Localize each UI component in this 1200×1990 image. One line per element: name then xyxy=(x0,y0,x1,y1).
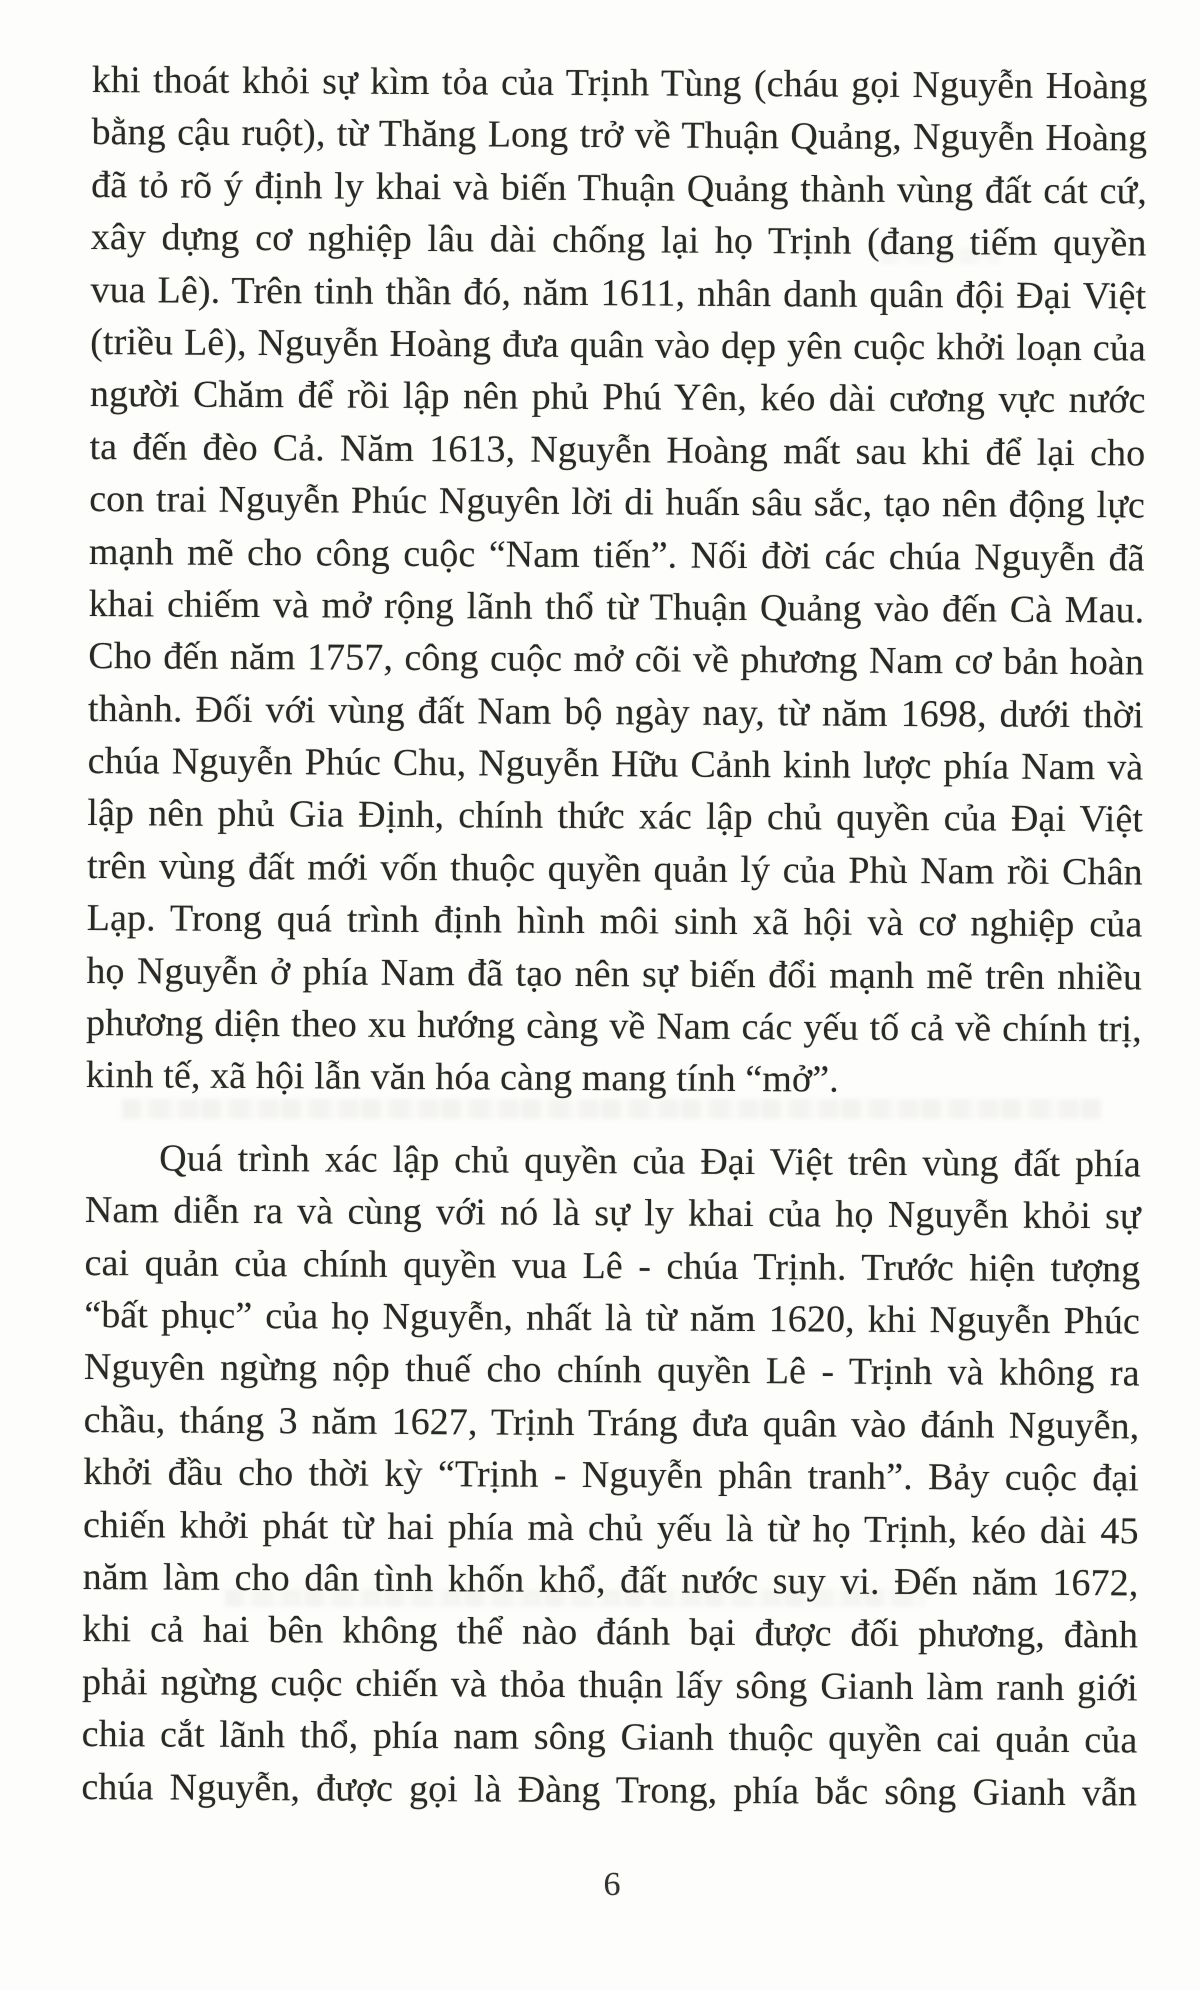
text-line: Cho đến năm 1757, công cuộc mở cõi về phương Nam cơ bản hoàn xyxy=(88,635,1145,684)
text-line: con trai Nguyễn Phúc Nguyên lời di huấn sâu sắc, tạo nên động lực xyxy=(89,478,1146,527)
text-line: kinh tế, xã hội lẫn văn hóa càng mang tính “mở”. xyxy=(85,1054,839,1102)
text-line: họ Nguyễn ở phía Nam đã tạo nên sự biến đổi mạnh mẽ trên nhiều xyxy=(86,949,1143,999)
text-line: người Chăm để rồi lập nên phủ Phú Yên, kéo dài cương vực nước xyxy=(89,373,1146,422)
text-line: Quá trình xác lập chủ quyền của Đại Việt trên vùng đất phía xyxy=(159,1137,1142,1186)
text-line: khi cả hai bên không thể nào đánh bại được đối phương, đành xyxy=(82,1608,1139,1657)
text-line: phải ngừng cuộc chiến và thỏa thuận lấy sông Gianh làm ranh giới xyxy=(81,1660,1138,1710)
text-line: Nguyên ngừng nộp thuế cho chính quyền Lê - Trịnh và không ra xyxy=(83,1346,1140,1395)
text-line: chầu, tháng 3 năm 1627, Trịnh Tráng đưa quân vào đánh Nguyễn, xyxy=(83,1398,1140,1448)
text-line: xây dựng cơ nghiệp lâu dài chống lại họ Trịnh (đang tiếm quyền xyxy=(90,216,1147,265)
text-line: bằng cậu ruột), từ Thăng Long trở về Thuận Quảng, Nguyễn Hoàng xyxy=(91,111,1148,160)
text-line: chúa Nguyễn Phúc Chu, Nguyễn Hữu Cảnh kinh lược phía Nam và xyxy=(87,740,1144,789)
text-line: chia cắt lãnh thổ, phía nam sông Gianh thuộc quyền cai quản của xyxy=(81,1713,1138,1762)
text-line: thành. Đối với vùng đất Nam bộ ngày nay, từ năm 1698, dưới thời xyxy=(87,687,1144,737)
text-line: khai chiếm và mở rộng lãnh thổ từ Thuận Quảng vào đến Cà Mau. xyxy=(88,582,1145,632)
text-line: khi thoát khỏi sự kìm tỏa của Trịnh Tùng (cháu gọi Nguyễn Hoàng xyxy=(91,58,1148,108)
text-line: phương diện theo xu hướng càng về Nam các yếu tố cả về chính trị, xyxy=(85,1002,1142,1051)
page-number: 6 xyxy=(603,1866,621,1903)
text-line: Lạp. Trong quá trình định hình môi sinh xã hội và cơ nghiệp của xyxy=(86,897,1143,946)
text-line: lập nên phủ Gia Định, chính thức xác lập chủ quyền của Đại Việt xyxy=(87,792,1144,841)
text-line: chúa Nguyễn, được gọi là Đàng Trong, phía bắc sông Gianh vẫn xyxy=(81,1765,1138,1814)
text-line: “bất phục” của họ Nguyễn, nhất là từ năm 1620, khi Nguyễn Phúc xyxy=(84,1293,1141,1343)
text-line: vua Lê). Trên tinh thần đó, năm 1611, nhân danh quân đội Đại Việt xyxy=(90,268,1147,318)
paragraph-2 xyxy=(81,1132,1141,1820)
text-line: năm làm cho dân tình khốn khổ, đất nước suy vi. Đến năm 1672, xyxy=(82,1555,1139,1605)
text-line: trên vùng đất mới vốn thuộc quyền quản lý của Phù Nam rồi Chân xyxy=(86,844,1143,894)
body-text xyxy=(81,54,1148,1819)
text-line: cai quản của chính quyền vua Lê - chúa Trịnh. Trước hiện tượng xyxy=(84,1241,1141,1291)
paragraph-1 xyxy=(86,54,1148,1108)
text-line: đã tỏ rõ ý định ly khai và biến Thuận Quảng thành vùng đất cát cứ, xyxy=(91,163,1148,213)
text-line: (triều Lê), Nguyễn Hoàng đưa quân vào dẹp yên cuộc khởi loạn của xyxy=(90,320,1147,370)
text-line: khởi đầu cho thời kỳ “Trịnh - Nguyễn phân tranh”. Bảy cuộc đại xyxy=(83,1451,1140,1500)
text-line: Nam diễn ra và cùng với nó là sự ly khai của họ Nguyễn khỏi sự xyxy=(84,1189,1141,1238)
text-line: ta đến đèo Cả. Năm 1613, Nguyễn Hoàng mất sau khi để lại cho xyxy=(89,425,1146,475)
text-line: chiến khởi phát từ hai phía mà chủ yếu là từ họ Trịnh, kéo dài 45 xyxy=(82,1503,1139,1552)
text-line: mạnh mẽ cho công cuộc “Nam tiến”. Nối đời các chúa Nguyễn đã xyxy=(88,530,1145,579)
